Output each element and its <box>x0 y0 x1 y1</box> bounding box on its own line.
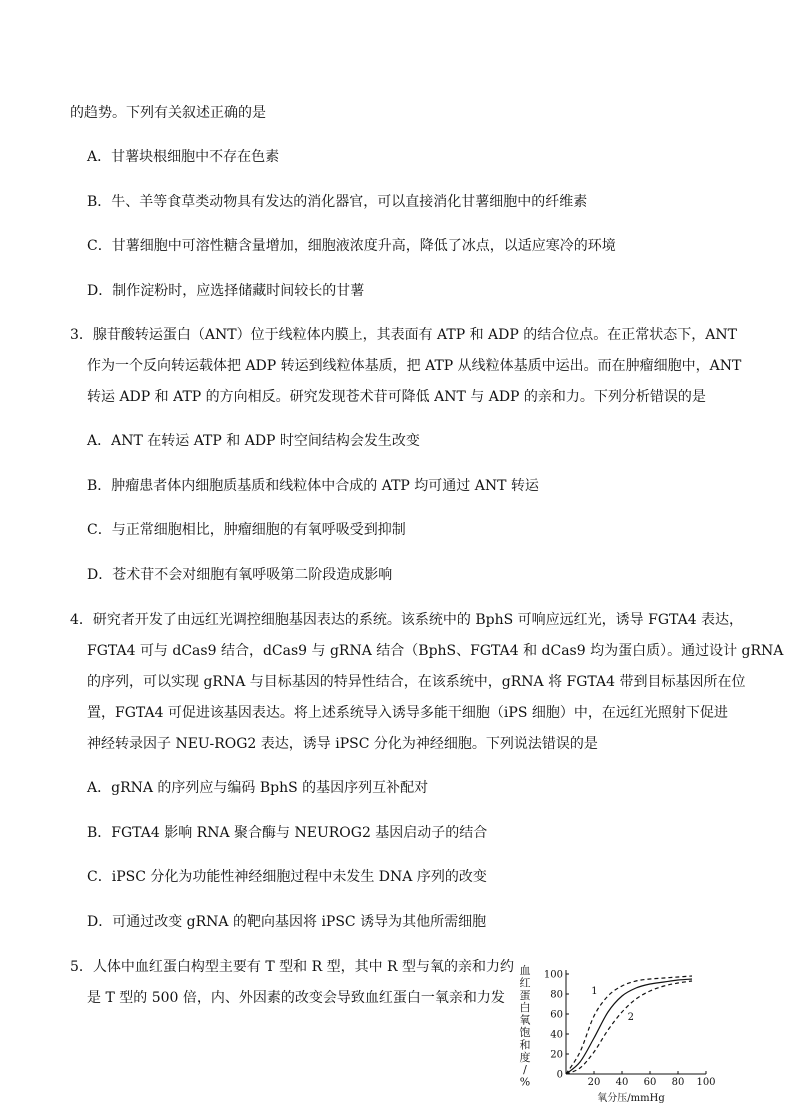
q4-stem-line-4: 置，FGTA4 可促进该基因表达。将上述系统导入诱导多能干细胞（iPS 细胞）中，在远红光照射下促进 <box>87 705 728 721</box>
y-axis-label-char: % <box>519 1075 531 1089</box>
q2-stem-tail: 的趋势。下列有关叙述正确的是 <box>70 105 266 121</box>
y-axis-label-char: 度 <box>519 1050 531 1064</box>
q4-stem-line-5: 神经转录因子 NEU-ROG2 表达，诱导 iPSC 分化为神经细胞。下列说法错误的是 <box>87 736 598 752</box>
y-tick-label: 20 <box>550 1049 563 1061</box>
x-tick-label: 100 <box>696 1077 716 1088</box>
q4-stem-line-2: FGTA4 可与 dCas9 结合，dCas9 与 gRNA 结合（BphS、FGTA4 和 dCas9 均为蛋白质）。通过设计 gRNA <box>87 643 784 659</box>
x-tick-label: 60 <box>643 1077 657 1088</box>
q4-stem-line-3: 的序列，可以实现 gRNA 与目标基因的特异性结合，在该系统中，gRNA 将 FGTA4 带到目标基因所在位 <box>87 674 746 690</box>
curve-label-1: 1 <box>591 986 598 997</box>
y-tick-label: 60 <box>550 1009 563 1021</box>
y-axis-label-char: 和 <box>519 1038 531 1052</box>
y-axis-label-char: / <box>523 1063 527 1077</box>
q3-option-b: B．肿瘤患者体内细胞质基质和线粒体中合成的 ATP 均可通过 ANT 转运 <box>87 478 539 494</box>
q2-option-b: B．牛、羊等食草类动物具有发达的消化器官，可以直接消化甘薯细胞中的纤维素 <box>87 194 588 210</box>
y-axis-label-char: 血 <box>519 964 531 977</box>
y-axis-label-char: 饱 <box>519 1026 531 1039</box>
x-axis-label: 氧分压/mmHg <box>597 1093 665 1104</box>
curve-label-2: 2 <box>627 1012 634 1023</box>
y-tick-label: 40 <box>550 1029 563 1041</box>
y-axis-label <box>520 964 531 1089</box>
q4-option-a: A．gRNA 的序列应与编码 BphS 的基因序列互补配对 <box>87 780 429 796</box>
q3-stem-line-2: 作为一个反向转运载体把 ADP 转运到线粒体基质，把 ATP 从线粒体基质中运出。而在肿瘤细胞中，ANT <box>87 358 742 374</box>
q4-option-b: B．FGTA4 影响 RNA 聚合酶与 NEUROG2 基因启动子的结合 <box>87 825 488 841</box>
y-tick-label: 80 <box>550 989 563 1001</box>
q4-option-d: D．可通过改变 gRNA 的靶向基因将 iPSC 诱导为其他所需细胞 <box>87 914 487 930</box>
q3-option-d: D．苍术苷不会对细胞有氧呼吸第二阶段造成影响 <box>87 567 393 583</box>
x-tick-label: 40 <box>615 1077 629 1088</box>
curve-middle <box>566 979 692 1074</box>
x-tick-label: 20 <box>587 1077 601 1088</box>
q3-option-a: A．ANT 在转运 ATP 和 ADP 时空间结构会发生改变 <box>87 433 420 449</box>
curve-2 <box>566 981 692 1074</box>
q4-option-c: C．iPSC 分化为功能性神经细胞过程中未发生 DNA 序列的改变 <box>87 869 487 885</box>
q4-stem-line-1: 4．研究者开发了由远红光调控细胞基因表达的系统。该系统中的 BphS 可响应远红光，诱导 FGTA4 表达， <box>70 612 744 628</box>
x-tick-label: 80 <box>671 1077 685 1088</box>
q5-stem-line-2: 是 T 型的 500 倍，内、外因素的改变会导致血红蛋白一氧亲和力发 <box>87 990 505 1006</box>
y-axis-label-char: 白 <box>519 1001 531 1015</box>
y-axis-label-char: 氧 <box>519 1013 531 1027</box>
q2-option-c: C．甘薯细胞中可溶性糖含量增加，细胞液浓度升高，降低了冰点，以适应寒冷的环境 <box>87 238 616 254</box>
y-axis-label-char: 蛋 <box>519 988 531 1002</box>
oxygen-saturation-chart <box>512 962 717 1112</box>
q2-option-d: D．制作淀粉时，应选择储藏时间较长的甘薯 <box>87 283 365 299</box>
q3-option-c: C．与正常细胞相比，肿瘤细胞的有氧呼吸受到抑制 <box>87 522 406 538</box>
y-tick-label: 100 <box>543 969 563 981</box>
q2-option-a: A．甘薯块根细胞中不存在色素 <box>87 149 280 165</box>
y-axis-label-char: 红 <box>519 976 531 990</box>
q3-stem-line-3: 转运 ADP 和 ATP 的方向相反。研究发现苍术苷可降低 ANT 与 ADP 的亲和力。下列分析错误的是 <box>87 389 706 405</box>
q5-stem-line-1: 5．人体中血红蛋白构型主要有 T 型和 R 型，其中 R 型与氧的亲和力约 <box>70 959 515 975</box>
y-tick-label: 0 <box>556 1069 563 1081</box>
q3-stem-line-1: 3．腺苷酸转运蛋白（ANT）位于线粒体内膜上，其表面有 ATP 和 ADP 的结合位点。在正常状态下，ANT <box>70 327 737 343</box>
